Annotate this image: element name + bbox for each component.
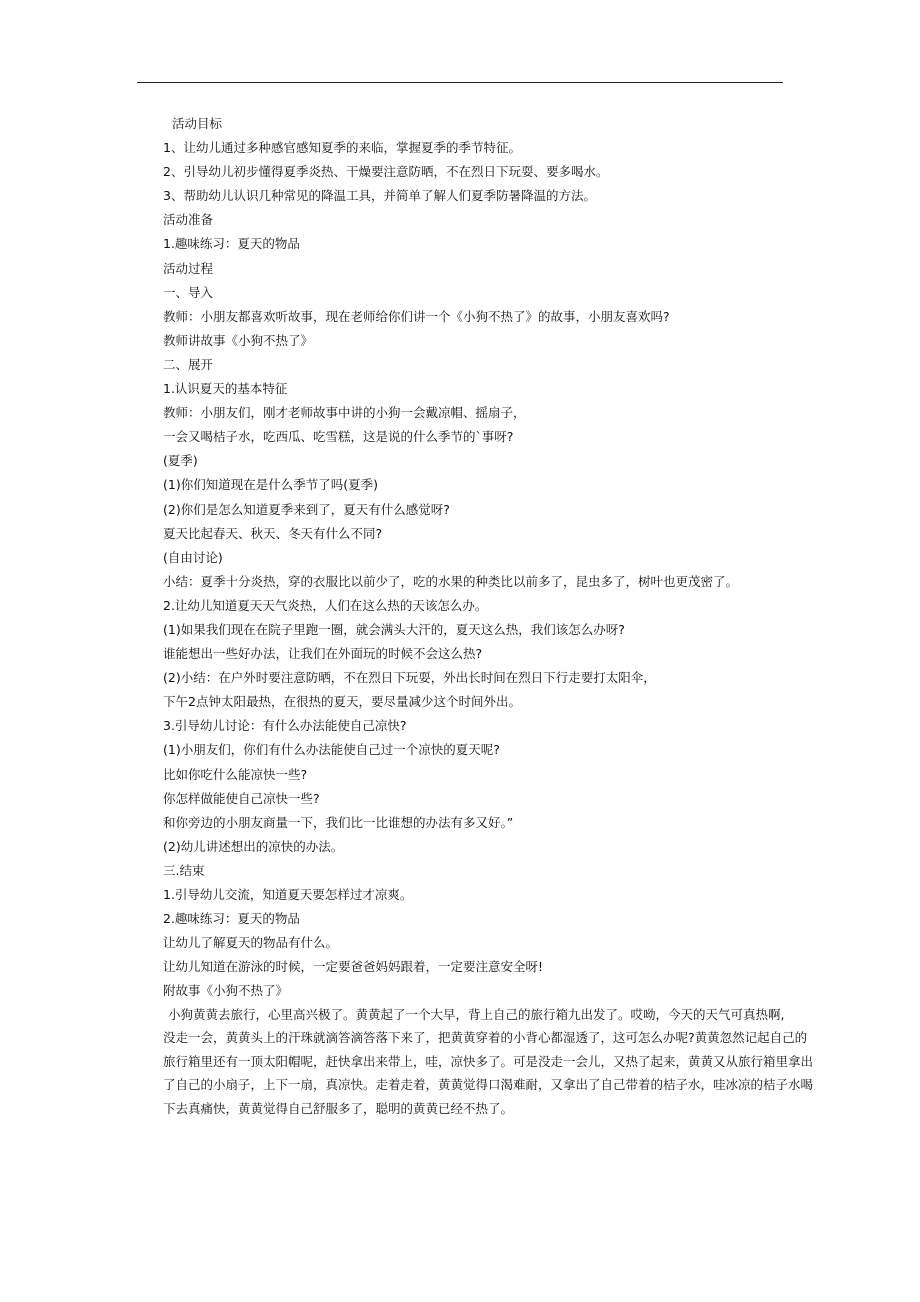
body-line: 3.引导幼儿讨论：有什么办法能使自己凉快? xyxy=(163,718,407,734)
body-line: 一会又喝桔子水，吃西瓜、吃雪糕，这是说的什么季节的`事呀? xyxy=(163,429,514,445)
objective-item: 2、引导幼儿初步懂得夏季炎热、干燥要注意防晒，不在烈日下玩耍、要多喝水。 xyxy=(163,164,609,180)
body-line: (1)你们知道现在是什么季节了吗(夏季) xyxy=(163,477,378,493)
body-line: 1.认识夏天的基本特征 xyxy=(163,381,288,397)
body-line: 下午2点钟太阳最热，在很热的夏天，要尽量减少这个时间外出。 xyxy=(163,694,521,710)
story-line: 下去真痛快，黄黄觉得自己舒服多了，聪明的黄黄已经不热了。 xyxy=(163,1100,514,1116)
body-line: 2.让幼儿知道夏天天气炎热，人们在这么热的天该怎么办。 xyxy=(163,597,488,613)
subsection-heading: 三.结束 xyxy=(163,862,205,878)
header-rule xyxy=(137,82,783,83)
story-paragraph xyxy=(163,1003,814,1120)
body-line: 比如你吃什么能凉快一些? xyxy=(163,766,308,782)
body-line: 你怎样做能使自己凉快一些? xyxy=(163,790,320,806)
body-line: 让幼儿知道在游泳的时候，一定要爸爸妈妈跟着，一定要注意安全呀! xyxy=(163,959,544,975)
body-line: 教师讲故事《小狗不热了》 xyxy=(163,332,314,348)
subsection-heading: 一、导入 xyxy=(163,284,214,300)
document-body xyxy=(163,112,763,1003)
body-line: (夏季) xyxy=(163,453,198,469)
body-line: 1.趣味练习：夏天的物品 xyxy=(163,236,300,252)
section-heading: 活动准备 xyxy=(163,212,214,228)
story-line: 小狗黄黄去旅行，心里高兴极了。黄黄起了一个大早，背上自己的旅行箱九出发了。哎呦，今天的天气可真热啊, xyxy=(168,1007,785,1022)
story-line: 旅行箱里还有一顶太阳帽呢，赶快拿出来带上，哇，凉快多了。可是没走一会儿，又热了起来，黄黄又从旅行箱里拿出 xyxy=(163,1053,814,1069)
subsection-heading: 二、展开 xyxy=(163,356,214,372)
body-line: 夏天比起春天、秋天、冬天有什么不同? xyxy=(163,525,383,541)
body-line: 和你旁边的小朋友商量一下，我们比一比谁想的办法有多又好。” xyxy=(163,814,514,830)
body-line: 谁能想出一些好办法，让我们在外面玩的时候不会这么热? xyxy=(163,646,483,662)
objective-item: 3、帮助幼儿认识几种常见的降温工具，并简单了解人们夏季防暑降温的方法。 xyxy=(163,188,596,204)
body-line: (2)你们是怎么知道夏季来到了，夏天有什么感觉呀? xyxy=(163,501,450,517)
body-line: 教师：小朋友们，刚才老师故事中讲的小狗一会戴凉帽、摇扇子， xyxy=(163,405,526,421)
section-heading: 活动目标 xyxy=(172,116,223,131)
body-line: (1)如果我们现在在院子里跑一圈，就会满头大汗的，夏天这么热，我们该怎么办呀? xyxy=(163,621,625,637)
body-line: (2)幼儿讲述想出的凉快的办法。 xyxy=(163,838,344,854)
body-line: (2)小结：在户外时要注意防晒，不在烈日下玩耍，外出长时间在烈日下行走要打太阳伞， xyxy=(163,670,656,686)
body-line: (自由讨论) xyxy=(163,549,223,565)
body-line: 1.引导幼儿交流，知道夏天要怎样过才凉爽。 xyxy=(163,887,413,902)
section-heading: 活动过程 xyxy=(163,260,214,276)
story-line: 了自己的小扇子，上下一扇，真凉快。走着走着，黄黄觉得口渴难耐，又拿出了自己带着的桔子水，哇冰凉的桔子水喝 xyxy=(163,1077,814,1093)
body-line: 教师：小朋友都喜欢听故事，现在老师给你们讲一个《小狗不热了》的故事，小朋友喜欢吗? xyxy=(163,308,670,324)
story-title: 附故事《小狗不热了》 xyxy=(163,983,289,999)
story-line: 没走一会，黄黄头上的汗珠就滴答滴答落下来了，把黄黄穿着的小背心都湿透了，这可怎么办呢?黄黄忽然记起自己的 xyxy=(163,1030,808,1046)
body-line: 让幼儿了解夏天的物品有什么。 xyxy=(163,935,339,951)
body-line: (1)小朋友们，你们有什么办法能使自己过一个凉快的夏天呢? xyxy=(163,742,500,758)
objective-item: 1、让幼儿通过多种感官感知夏季的来临，掌握夏季的季节特征。 xyxy=(163,140,521,156)
body-line: 2.趣味练习：夏天的物品 xyxy=(163,911,300,927)
body-line: 小结：夏季十分炎热，穿的衣服比以前少了，吃的水果的种类比以前多了，昆虫多了，树叶也更茂密了。 xyxy=(163,573,739,589)
